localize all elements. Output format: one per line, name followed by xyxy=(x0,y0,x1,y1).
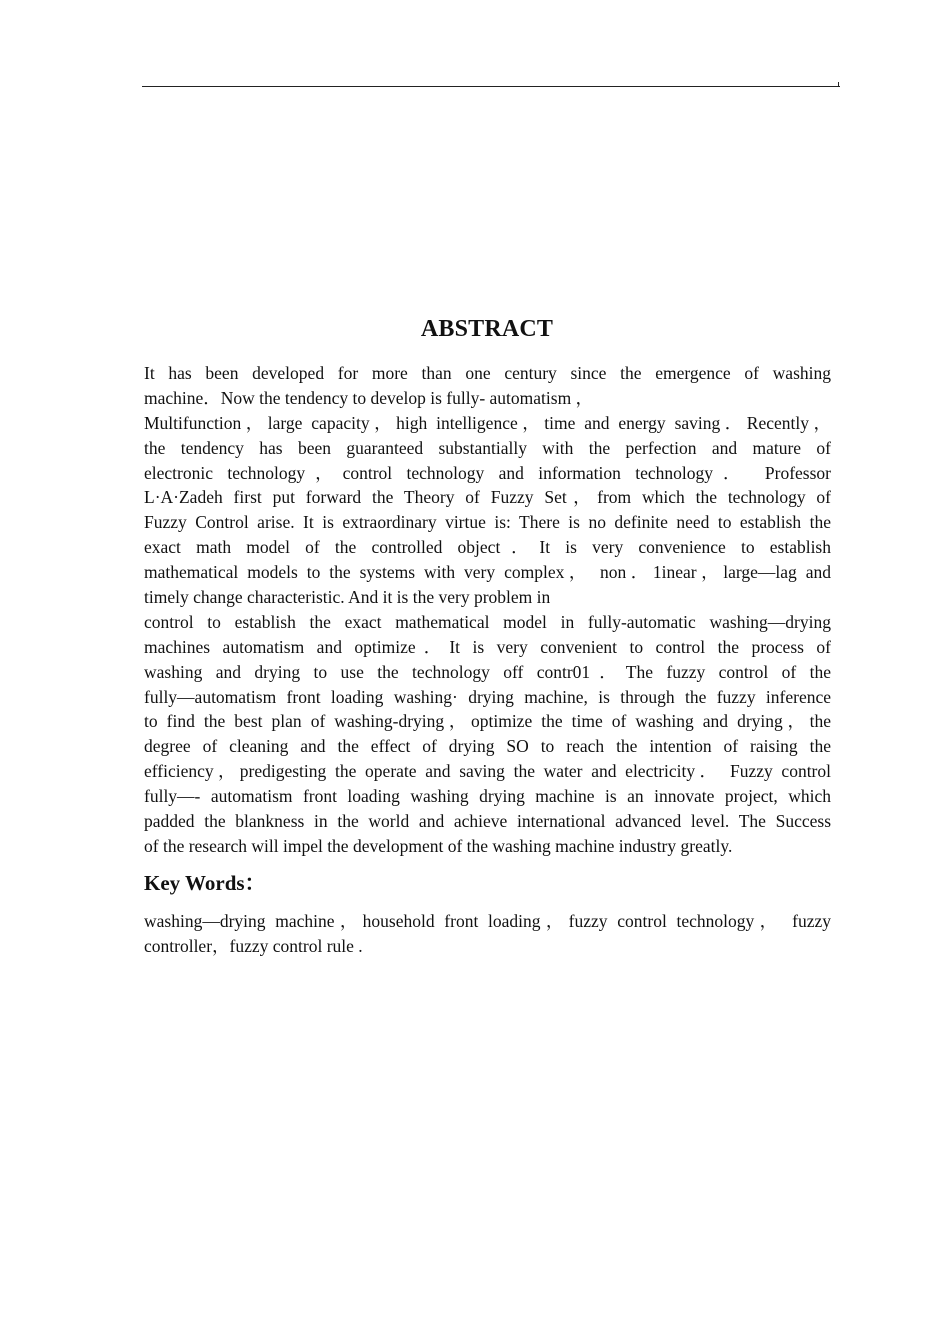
abstract-line: control to establish the exact mathematical model in fully-automatic washing—drying xyxy=(144,611,831,632)
keywords-list xyxy=(144,909,831,959)
abstract-line: mathematical models to the systems with very complex， non．1inear，large—lag and xyxy=(144,562,831,583)
header-rule xyxy=(142,86,840,87)
abstract-line: electronic technology，control technology and information technology． Professor xyxy=(144,462,831,483)
abstract-line: exact math model of the controlled object．It is very convenience to establish xyxy=(144,537,831,558)
abstract-title: ABSTRACT xyxy=(420,316,554,342)
abstract-line: L·A·Zadeh first put forward the Theory of Fuzzy Set，from which the technology of xyxy=(144,487,831,508)
abstract-line: degree of cleaning and the effect of drying SO to reach the intention of raising the xyxy=(144,736,831,757)
abstract-line: fully—- automatism front loading washing drying machine is an innovate project, which xyxy=(144,786,831,807)
keywords-line: controller，fuzzy control rule . xyxy=(144,936,363,956)
abstract-line: machines automatism and optimize．It is very convenient to control the process of xyxy=(144,636,831,657)
abstract-line: efficiency，predigesting the operate and saving the water and electricity． Fuzzy control xyxy=(144,761,831,782)
abstract-line: It has been developed for more than one century since the emergence of washing xyxy=(144,363,831,383)
abstract-line: washing and drying to use the technology off contr01．The fuzzy control of the xyxy=(144,661,831,682)
keywords-line: washing—drying machine，household front loading，fuzzy control technology， fuzzy xyxy=(144,911,831,931)
abstract-line: machine．Now the tendency to develop is fully- automatism ， xyxy=(144,387,594,408)
abstract-line: to find the best plan of washing-drying，optimize the time of washing and drying，the xyxy=(144,711,831,732)
abstract-line: fully—automatism front loading washing· drying machine, is through the fuzzy inference xyxy=(144,686,831,707)
abstract-line: Fuzzy Control arise. It is extraordinary virtue is: There is no definite need to establish the xyxy=(144,512,831,533)
header-rule-tick xyxy=(838,82,839,87)
abstract-line: padded the blankness in the world and achieve international advanced level. The Success xyxy=(144,811,831,832)
keywords-heading: Key Words： xyxy=(144,871,266,895)
abstract-body xyxy=(144,361,831,859)
abstract-line: the tendency has been guaranteed substantially with the perfection and mature of xyxy=(144,437,831,458)
abstract-line: Multifunction，large capacity，high intelligence，time and energy saving．Recently， xyxy=(144,412,831,433)
abstract-line: of the research will impel the development of the washing machine industry greatly. xyxy=(144,835,733,856)
abstract-line: timely change characteristic. And it is the very problem in xyxy=(144,587,551,608)
